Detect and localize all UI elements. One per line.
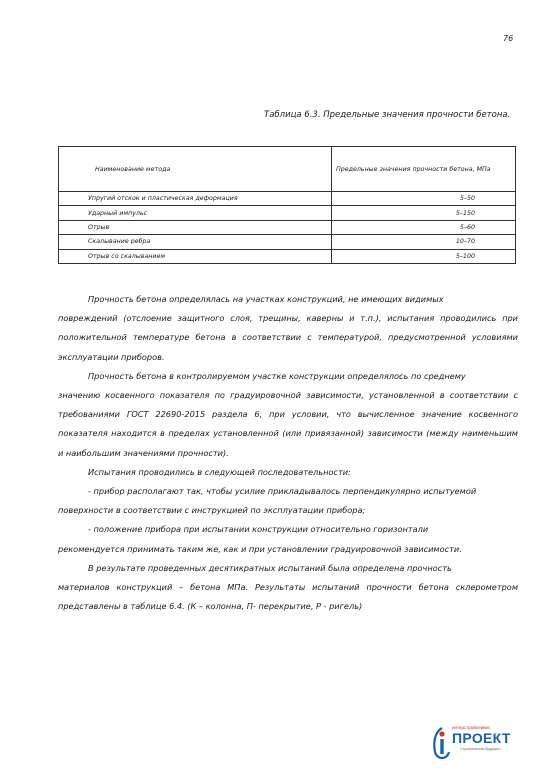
paragraph-5 <box>58 520 518 558</box>
logo-tagline: Строительство будущего <box>460 747 501 751</box>
paragraph-2-first-line: Прочность бетона в контролируемом участке конструкции определялось по среднему <box>88 370 466 381</box>
paragraph-1-first-line: Прочность бетона определялась на участках конструкций, не имеющих видимых <box>88 294 444 304</box>
header-value: Предельные значения прочности бетона, МПа <box>332 147 516 192</box>
paragraph-2-rest: значению косвенного показателя по градуировочной зависимости, установленной в соответствии с требованиями ГОСТ 22690-2015 раздела 6, при условии, что вычисленное значение косвенного показателя находится в пределах установленной (или привязанной) зависимости (между наименьшим и наибольшим значениями прочности). <box>58 390 518 458</box>
strength-limits-table <box>58 146 516 264</box>
logo-main-text: ПРОЕКТ <box>452 730 511 746</box>
cell-value: 5–100 <box>332 249 516 263</box>
paragraph-4-first-line: - прибор располагают так, чтобы усилие прикладывалось перпендикулярно испытуемой <box>88 486 477 497</box>
table-row <box>59 220 516 234</box>
paragraph-5-rest: рекомендуется принимать таким же, как и при установлении градуировочной зависимости. <box>58 543 462 554</box>
paragraph-3: Испытания проводились в следующей последовательности: <box>88 466 351 477</box>
paragraph-6-rest: материалов конструкций – бетона МПа. Результаты испытаний прочности бетона склерометром представлены в таблице 6.4. (К – колонна, П- перекрытие, Р - ригель) <box>58 582 518 612</box>
table-row <box>59 192 516 206</box>
cell-value: 5–50 <box>332 192 516 206</box>
table-row <box>59 249 516 263</box>
header-method: Наименование метода <box>59 147 332 192</box>
paragraph-5-first-line: - положение прибора при испытании конструкции относительно горизонтали <box>88 524 429 535</box>
table-row <box>59 235 516 249</box>
table-caption: Таблица 6.3. Предельные значения прочности бетона. <box>264 110 511 120</box>
paragraph-2 <box>58 367 518 463</box>
cell-method: Отрыв <box>59 220 332 234</box>
cell-method: Скалывание ребра <box>59 235 332 249</box>
body-text <box>58 290 518 616</box>
paragraph-4-rest: поверхности в соответствии с инструкцией по эксплуатации прибора; <box>58 505 366 516</box>
paragraph-6-first-line: В результате проведенных десятикратных испытаний была определена прочность <box>88 562 452 573</box>
paragraph-1 <box>58 290 518 367</box>
table-header-row <box>59 147 516 192</box>
cell-value: 10–70 <box>332 235 516 249</box>
page-number: 76 <box>503 34 514 43</box>
cell-method: Ударный импульс <box>59 206 332 220</box>
paragraph-1-rest: повреждений (отслоение защитного слоя, трещины, каверны и т.п.), испытания проводились при положительной температуре бетона в соответствии с температурой, предусмотренной условиями эксплуатации приборов. <box>58 313 518 362</box>
paragraph-4 <box>58 482 518 520</box>
cell-value: 5–150 <box>332 206 516 220</box>
cell-value: 5–60 <box>332 220 516 234</box>
logo-mark-icon <box>432 726 452 762</box>
logo-top-text: интерстройсервис <box>452 725 491 730</box>
cell-method: Упругий отскок и пластическая деформация <box>59 192 332 206</box>
company-logo <box>432 724 518 764</box>
table-row <box>59 206 516 220</box>
paragraph-6 <box>58 559 518 617</box>
cell-method: Отрыв со скалыванием <box>59 249 332 263</box>
